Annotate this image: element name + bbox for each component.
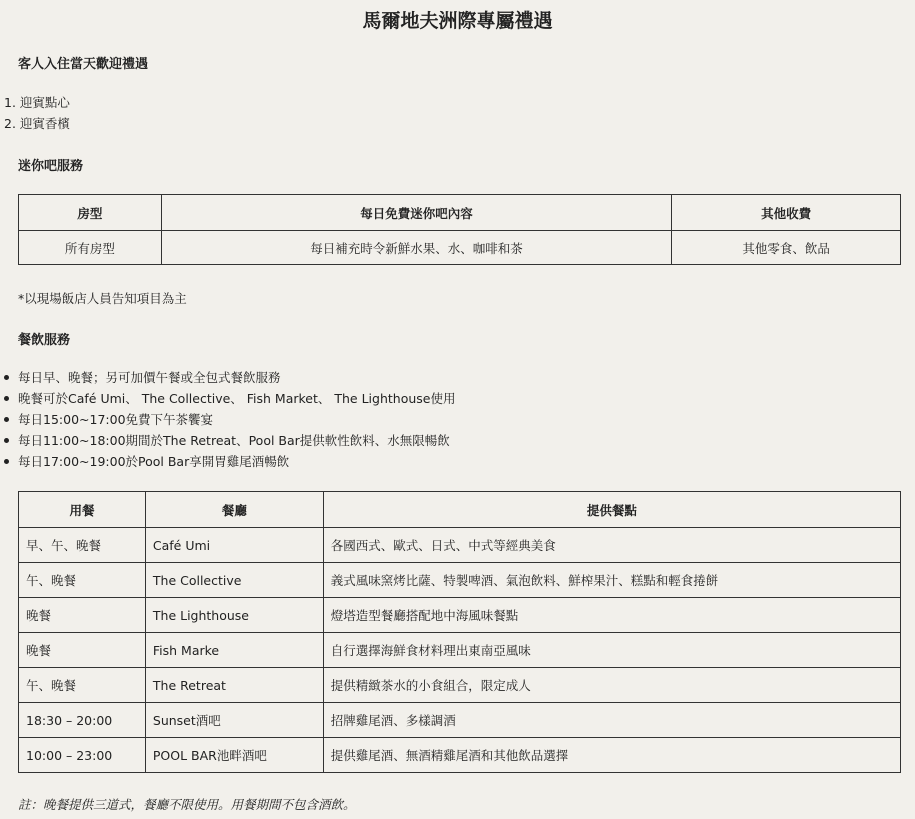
- table-cell: Fish Marke: [145, 633, 323, 668]
- table-cell: Sunset酒吧: [145, 703, 323, 738]
- table-cell: The Retreat: [145, 668, 323, 703]
- table-row: [19, 563, 901, 598]
- table-row: [19, 703, 901, 738]
- list-item: 2. 迎賓香檳: [4, 116, 70, 131]
- table-cell: 每日補充時令新鮮水果、水、咖啡和茶: [161, 231, 671, 265]
- table-cell: 所有房型: [19, 231, 162, 265]
- table-header-row: [19, 492, 901, 528]
- list-item: 每日15:00~17:00免費下午茶饗宴: [4, 409, 455, 430]
- table-cell: 10:00 – 23:00: [19, 738, 146, 773]
- table-row: [19, 528, 901, 563]
- minibar-table: [18, 194, 901, 265]
- dining-note: 註：晚餐提供三道式，餐廳不限使用。用餐期間不包含酒飲。: [18, 797, 356, 812]
- table-header-row: [19, 195, 901, 231]
- table-cell: 招牌雞尾酒、多樣調酒: [323, 703, 900, 738]
- dining-table: [18, 491, 901, 773]
- table-cell: The Collective: [145, 563, 323, 598]
- table-row: [19, 668, 901, 703]
- header-cell: 房型: [19, 195, 162, 231]
- table-cell: 午、晚餐: [19, 668, 146, 703]
- arrival-heading: 客人入住當天歡迎禮遇: [18, 57, 149, 72]
- table-cell: 燈塔造型餐廳搭配地中海風味餐點: [323, 598, 900, 633]
- header-cell: 其他收費: [672, 195, 901, 231]
- list-item: 每日17:00~19:00於Pool Bar享開胃雞尾酒暢飲: [4, 451, 455, 472]
- table-cell: 各國西式、歐式、日式、中式等經典美食: [323, 528, 900, 563]
- table-row: [19, 633, 901, 668]
- table-cell: Café Umi: [145, 528, 323, 563]
- list-item: 1. 迎賓點心: [4, 95, 70, 110]
- table-row: [19, 598, 901, 633]
- table-row: [19, 231, 901, 265]
- table-cell: 義式風味窯烤比薩、特製啤酒、氣泡飲料、鮮榨果汁、糕點和輕食捲餅: [323, 563, 900, 598]
- table-cell: 18:30 – 20:00: [19, 703, 146, 738]
- minibar-heading: 迷你吧服務: [18, 159, 84, 174]
- dining-list: [4, 367, 455, 472]
- table-cell: 早、午、晚餐: [19, 528, 146, 563]
- header-cell: 提供餐點: [323, 492, 900, 528]
- table-cell: 晚餐: [19, 598, 146, 633]
- header-cell: 每日免費迷你吧內容: [161, 195, 671, 231]
- dining-heading: 餐飲服務: [18, 333, 71, 348]
- list-item: 晚餐可於Café Umi、 The Collective、 Fish Market、 The Lighthouse使用: [4, 388, 455, 409]
- page-title: 馬爾地夫洲際專屬禮遇: [362, 10, 553, 32]
- list-item: 每日11:00~18:00期間於The Retreat、Pool Bar提供軟性飲料、水無限暢飲: [4, 430, 455, 451]
- table-row: [19, 738, 901, 773]
- table-cell: 其他零食、飲品: [672, 231, 901, 265]
- minibar-note: *以現場飯店人員告知項目為主: [18, 291, 187, 306]
- table-cell: 提供雞尾酒、無酒精雞尾酒和其他飲品選擇: [323, 738, 900, 773]
- table-cell: POOL BAR池畔酒吧: [145, 738, 323, 773]
- header-cell: 用餐: [19, 492, 146, 528]
- table-cell: 午、晚餐: [19, 563, 146, 598]
- table-cell: The Lighthouse: [145, 598, 323, 633]
- list-item: 每日早、晚餐；另可加價午餐或全包式餐飲服務: [4, 367, 455, 388]
- table-cell: 晚餐: [19, 633, 146, 668]
- header-cell: 餐廳: [145, 492, 323, 528]
- table-cell: 自行選擇海鮮食材料理出東南亞風味: [323, 633, 900, 668]
- arrival-list: [4, 92, 70, 134]
- table-cell: 提供精緻茶水的小食組合，限定成人: [323, 668, 900, 703]
